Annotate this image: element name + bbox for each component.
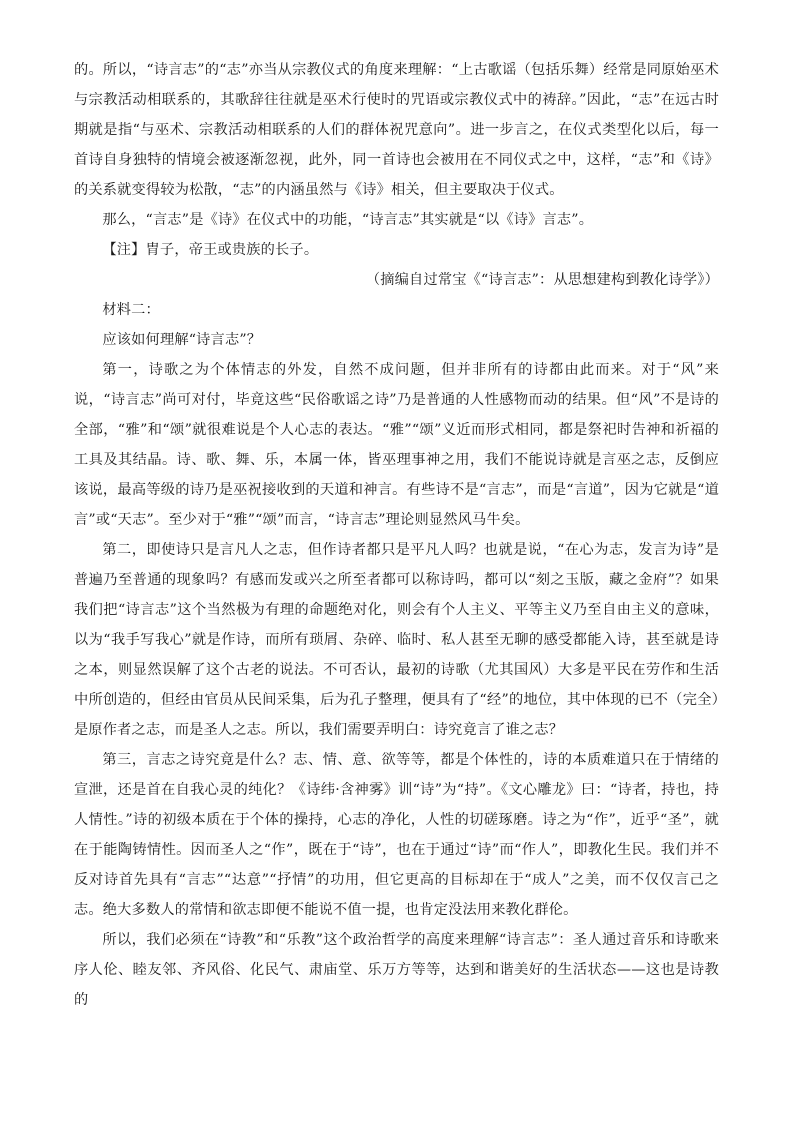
section-question: 应该如何理解“诗言志”？ <box>102 332 262 348</box>
paragraph-final-point: 所以，我们必须在“诗教”和“乐教”这个政治哲学的高度来理解“诗言志”：圣人通过音乐和诗歌来序人伦、睦友邻、齐风俗、化民气、肃庙堂、乐万方等等，达到和谐美好的生活状态——这也是诗教的 <box>74 932 719 1008</box>
paragraph-second-point: 第二，即使诗只是言凡人之志，但作诗者都只是平凡人吗？也就是说，“在心为志，发言为诗”是普遍乃至普通的现象吗？有感而发或兴之所至者都可以称诗吗，都可以“刻之玉版，藏之金府”？如果我们把“诗言志”这个当然极为有理的命题绝对化，则会有个人主义、平等主义乃至自由主义的意味，以为“我手写我心”就是作诗，而所有琐屑、杂碎、临时、私人甚至无聊的感受都能入诗，甚至就是诗之本，则显然误解了这个古老的说法。不可否认，最初的诗歌（尤其国风）大多是平民在劳作和生活中所创造的，但经由官员从民间采集，后为孔子整理，便具有了“经”的地位，其中体现的已不（完全）是原作者之志，而是圣人之志。所以，我们需要弄明白：诗究竟言了谁之志？ <box>74 542 719 738</box>
paragraph-ritual-explanation: 的。所以，“诗言志”的“志”亦当从宗教仪式的角度来理解：“上古歌谣（包括乐舞）经常是同原始巫术与宗教活动相联系的，其歌辞往往就是巫术行使时的咒语或宗教仪式中的祷辞。”因此，“志”在远古时期就是指“与巫术、宗教活动相联系的人们的群体祝咒意向”。进一步言之，在仪式类型化以后，每一首诗自身独特的情境会被逐渐忽视，此外，同一首诗也会被用在不同仪式之中，这样，“志”和《诗》的关系就变得较为松散，“志”的内涵虽然与《诗》相关，但主要取决于仪式。 <box>74 62 719 198</box>
footnote: 【注】胄子，帝王或贵族的长子。 <box>102 242 319 258</box>
paragraph-first-point: 第一，诗歌之为个体情志的外发，自然不成问题，但并非所有的诗都由此而来。对于“风”来说，“诗言志”尚可对付，毕竟这些“民俗歌谣之诗”乃是普通的人性感物而动的结果。但“风”不是诗的全部，“雅”和“颂”就很难说是个人心志的表达。“雅”“颂”义近而形式相同，都是祭祀时告神和祈福的工具及其结晶。诗、歌、舞、乐，本属一体，皆巫理事神之用，我们不能说诗就是言巫之志，反倒应该说，最高等级的诗乃是巫祝接收到的天道和神言。有些诗不是“言志”，而是“言道”，因为它就是“道言”或“天志”。至少对于“雅”“颂”而言，“诗言志”理论则显然风马牛矣。 <box>74 362 719 528</box>
paragraph-conclusion: 那么，“言志”是《诗》在仪式中的功能，“诗言志”其实就是“以《诗》言志”。 <box>102 212 594 228</box>
paragraph-third-point: 第三，言志之诗究竟是什么？志、情、意、欲等等，都是个体性的，诗的本质难道只在于情绪的宣泄，还是首在自我心灵的纯化？《诗纬·含神雾》训“诗”为“持”。《文心雕龙》曰：“诗者，持也，持人情性。”诗的初级本质在于个体的操持，心志的净化，人性的切磋琢磨。诗之为“作”，近乎“圣”，就在于能陶铸情性。因而圣人之“作”，既在于“诗”，也在于通过“诗”而“作人”，即教化生民。我们并不反对诗首先具有“言志”“达意”“抒情”的功用，但它更高的目标却在于“成人”之美，而不仅仅言己之志。绝大多数人的常情和欲志即便不能说不值一提，也肯定没法用来教化群伦。 <box>74 752 719 918</box>
document-page <box>74 55 719 1015</box>
source-citation: （摘编自过常宝《“诗言志”：从思想建构到教化诗学》） <box>365 272 719 288</box>
material-two-label: 材料二： <box>102 302 160 318</box>
